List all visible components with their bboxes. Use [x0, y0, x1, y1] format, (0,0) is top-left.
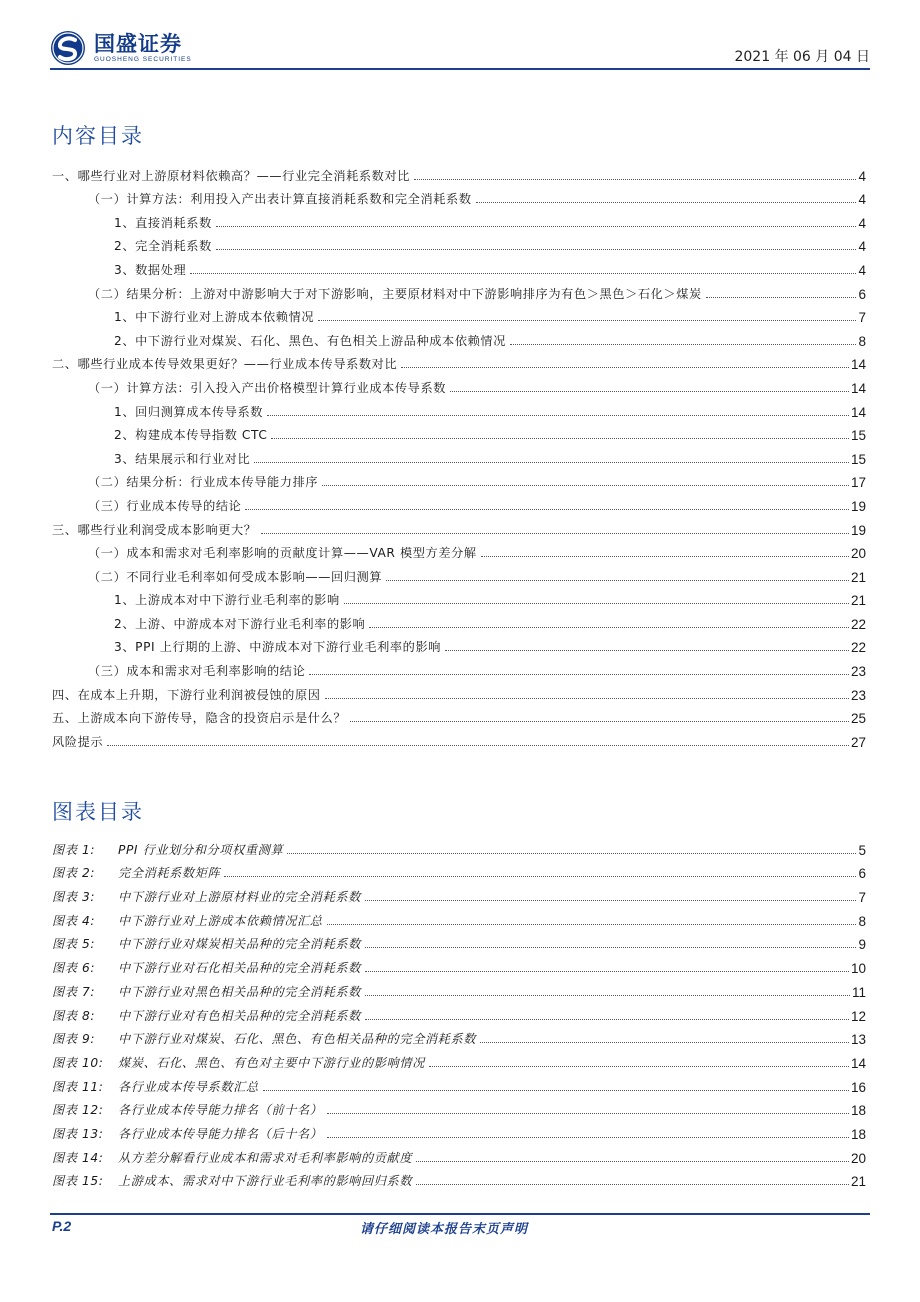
dot-leader	[416, 1161, 849, 1162]
toc-entry[interactable]	[52, 207, 866, 231]
dot-leader	[416, 1184, 849, 1185]
dot-leader	[271, 438, 849, 439]
dot-leader	[365, 947, 857, 948]
toc-entry-page: 17	[850, 475, 866, 491]
figure-entry-label: 图表 2:	[52, 866, 96, 881]
figure-entry-label: 图表 5:	[52, 937, 96, 952]
dot-leader	[450, 391, 849, 392]
dot-leader	[190, 273, 856, 274]
figure-entry-page: 7	[858, 890, 866, 906]
figure-entry[interactable]	[52, 905, 866, 929]
toc-entry[interactable]	[52, 632, 866, 656]
figure-entry[interactable]	[52, 1095, 866, 1119]
dot-leader	[325, 698, 849, 699]
toc-entry-page: 19	[850, 498, 866, 514]
toc-entry-text: 2、构建成本传导指数 CTC	[114, 428, 268, 443]
dot-leader	[107, 745, 849, 746]
dot-leader	[401, 367, 849, 368]
dot-leader	[261, 533, 849, 534]
toc-entry[interactable]	[52, 231, 866, 255]
toc-entry-page: 25	[850, 711, 866, 727]
toc-entry-page: 27	[850, 734, 866, 750]
toc-entry-text: 1、中下游行业对上游成本依赖情况	[114, 310, 315, 325]
toc-entry-page: 22	[850, 616, 866, 632]
dot-leader	[287, 853, 856, 854]
dot-leader	[267, 415, 849, 416]
dot-leader	[254, 462, 849, 463]
toc-entry-text: 2、完全消耗系数	[114, 239, 212, 254]
figure-entry-page: 14	[850, 1055, 866, 1071]
figure-entry-label: 图表 10:	[52, 1055, 104, 1070]
dot-leader	[344, 603, 849, 604]
toc-entry-text: 五、上游成本向下游传导，隐含的投资启示是什么？	[52, 711, 347, 726]
figure-entry-page: 5	[858, 842, 866, 858]
toc-entry-text: 四、在成本上升期，下游行业利润被侵蚀的原因	[52, 687, 321, 702]
dot-leader	[365, 971, 849, 972]
toc-entry-text: 1、回归测算成本传导系数	[114, 404, 264, 419]
toc-entry-text: （三）成本和需求对毛利率影响的结论	[88, 664, 306, 679]
figure-entry[interactable]	[52, 1118, 866, 1142]
dot-leader	[480, 1042, 849, 1043]
toc-entry-page: 23	[850, 687, 866, 703]
toc-entry[interactable]	[52, 538, 866, 562]
figure-entry-text: 中下游行业对黑色相关品种的完全消耗系数	[118, 984, 361, 999]
toc-entry-text: （一）计算方法：利用投入产出表计算直接消耗系数和完全消耗系数	[88, 192, 472, 207]
toc-entry[interactable]	[52, 302, 866, 326]
figure-entry-page: 16	[850, 1079, 866, 1095]
toc-list	[52, 160, 866, 750]
figure-entry[interactable]	[52, 976, 866, 1000]
figure-entry-label: 图表 15:	[52, 1174, 104, 1189]
toc-entry-page: 14	[850, 404, 866, 420]
toc-entry[interactable]	[52, 703, 866, 727]
dot-leader	[318, 320, 856, 321]
toc-entry-page: 4	[858, 239, 866, 255]
toc-entry-text: 1、上游成本对中下游行业毛利率的影响	[114, 593, 340, 608]
figure-entry-label: 图表 7:	[52, 984, 96, 999]
figure-entry[interactable]	[52, 952, 866, 976]
toc-entry[interactable]	[52, 467, 866, 491]
figure-entry-text: 各行业成本传导能力排名（前十名）	[118, 1103, 323, 1118]
toc-entry-text: 风险提示	[52, 734, 104, 749]
figure-entry-text: 上游成本、需求对中下游行业毛利率的影响回归系数	[118, 1174, 413, 1189]
toc-entry-text: 3、PPI 上行期的上游、中游成本对下游行业毛利率的影响	[114, 640, 442, 655]
figures-list	[52, 834, 866, 1189]
toc-entry-text: （三）行业成本传导的结论	[88, 498, 242, 513]
toc-entry-page: 15	[850, 428, 866, 444]
toc-entry[interactable]	[52, 254, 866, 278]
toc-entry-text: （二）结果分析：上游对中游影响大于对下游影响，主要原材料对中下游影响排序为有色＞黑色＞石化＞煤炭	[88, 286, 702, 301]
figure-entry-text: 各行业成本传导能力排名（后十名）	[118, 1126, 323, 1141]
dot-leader	[365, 995, 850, 996]
figure-entry-text: 中下游行业对上游成本依赖情况汇总	[118, 913, 323, 928]
figure-entry-text: 各行业成本传导系数汇总	[118, 1079, 259, 1094]
toc-entry-page: 8	[858, 333, 866, 349]
figure-entry-text: 完全消耗系数矩阵	[118, 866, 221, 881]
toc-entry[interactable]	[52, 679, 866, 703]
toc-entry-text: 一、哪些行业对上游原材料依赖高？——行业完全消耗系数对比	[52, 168, 411, 183]
dot-leader	[386, 580, 849, 581]
toc-entry-page: 4	[858, 192, 866, 208]
dot-leader	[322, 485, 849, 486]
figure-entry-text: 中下游行业对煤炭相关品种的完全消耗系数	[118, 937, 361, 952]
toc-entry-text: （二）结果分析：行业成本传导能力排序	[88, 475, 319, 490]
toc-entry[interactable]	[52, 325, 866, 349]
figure-entry-label: 图表 8:	[52, 1008, 96, 1023]
figure-entry[interactable]	[52, 1071, 866, 1095]
figure-entry-text: 煤炭、石化、黑色、有色对主要中下游行业的影响情况	[118, 1055, 425, 1070]
figure-entry[interactable]	[52, 881, 866, 905]
figures-title: 图表目录	[52, 800, 144, 824]
toc-entry-page: 23	[850, 664, 866, 680]
dot-leader	[445, 650, 849, 651]
toc-entry[interactable]	[52, 561, 866, 585]
toc-entry[interactable]	[52, 655, 866, 679]
page-number: P.2	[52, 1218, 72, 1234]
figure-entry-label: 图表 1:	[52, 842, 96, 857]
toc-entry[interactable]	[52, 278, 866, 302]
toc-entry[interactable]	[52, 184, 866, 208]
dot-leader	[216, 249, 857, 250]
dot-leader	[706, 297, 857, 298]
toc-entry-page: 21	[850, 569, 866, 585]
page-header	[50, 24, 870, 70]
toc-entry[interactable]	[52, 585, 866, 609]
figure-entry[interactable]	[52, 1024, 866, 1048]
toc-entry-page: 19	[850, 522, 866, 538]
figure-entry-text: 中下游行业对上游原材料业的完全消耗系数	[118, 890, 361, 905]
dot-leader	[481, 556, 849, 557]
toc-entry-page: 14	[850, 357, 866, 373]
dot-leader	[369, 627, 849, 628]
dot-leader	[510, 344, 857, 345]
figure-entry-text: 从方差分解看行业成本和需求对毛利率影响的贡献度	[118, 1150, 413, 1165]
toc-entry[interactable]	[52, 490, 866, 514]
figure-entry[interactable]	[52, 858, 866, 882]
figure-entry[interactable]	[52, 1142, 866, 1166]
toc-entry[interactable]	[52, 443, 866, 467]
figure-entry[interactable]	[52, 1047, 866, 1071]
figure-entry-text: PPI 行业划分和分项权重测算	[118, 842, 284, 857]
header-divider	[50, 68, 870, 70]
dot-leader	[414, 179, 856, 180]
toc-entry-page: 22	[850, 640, 866, 656]
toc-entry[interactable]	[52, 608, 866, 632]
toc-entry[interactable]	[52, 726, 866, 750]
figure-entry-page: 11	[851, 984, 866, 1000]
toc-entry[interactable]	[52, 420, 866, 444]
dot-leader	[224, 876, 856, 877]
dot-leader	[350, 721, 849, 722]
toc-entry-text: 2、上游、中游成本对下游行业毛利率的影响	[114, 616, 366, 631]
report-date: 2021 年 06 月 04 日	[734, 49, 870, 65]
dot-leader	[216, 226, 857, 227]
toc-entry-text: 三、哪些行业利润受成本影响更大？	[52, 522, 257, 537]
toc-entry-page: 15	[850, 451, 866, 467]
figure-entry-text: 中下游行业对煤炭、石化、黑色、有色相关品种的完全消耗系数	[118, 1032, 477, 1047]
figure-entry-label: 图表 6:	[52, 961, 96, 976]
figure-entry[interactable]	[52, 929, 866, 953]
toc-entry-page: 4	[858, 168, 866, 184]
figure-entry[interactable]	[52, 1000, 866, 1024]
toc-entry[interactable]	[52, 514, 866, 538]
toc-entry-page: 4	[858, 215, 866, 231]
figure-entry-page: 8	[858, 913, 866, 929]
toc-entry-text: （一）计算方法：引入投入产出价格模型计算行业成本传导系数	[88, 380, 447, 395]
dot-leader	[245, 509, 849, 510]
toc-entry-text: （一）成本和需求对毛利率影响的贡献度计算——VAR 模型方差分解	[88, 546, 477, 561]
figure-entry-label: 图表 12:	[52, 1103, 104, 1118]
toc-entry-text: 二、哪些行业成本传导效果更好？——行业成本传导系数对比	[52, 357, 398, 372]
toc-title: 内容目录	[52, 124, 144, 148]
dot-leader	[263, 1090, 849, 1091]
dot-leader	[365, 900, 857, 901]
figure-entry-label: 图表 11:	[52, 1079, 104, 1094]
dot-leader	[476, 202, 857, 203]
figure-entry-label: 图表 14:	[52, 1150, 104, 1165]
figure-entry-page: 10	[850, 961, 866, 977]
figure-entry-page: 13	[850, 1032, 866, 1048]
toc-entry-page: 6	[858, 286, 866, 302]
figure-entry-page: 6	[858, 866, 866, 882]
figure-entry-label: 图表 9:	[52, 1032, 96, 1047]
toc-entry-text: 1、直接消耗系数	[114, 215, 212, 230]
dot-leader	[327, 1113, 849, 1114]
figure-entry-page: 20	[850, 1150, 866, 1166]
figure-entry-label: 图表 3:	[52, 890, 96, 905]
toc-entry-page: 7	[858, 310, 866, 326]
dot-leader	[309, 674, 849, 675]
toc-entry[interactable]	[52, 396, 866, 420]
dot-leader	[327, 924, 857, 925]
toc-entry-page: 20	[850, 546, 866, 562]
guosheng-logo-icon	[50, 30, 86, 66]
figure-entry[interactable]	[52, 834, 866, 858]
figure-entry-text: 中下游行业对有色相关品种的完全消耗系数	[118, 1008, 361, 1023]
dot-leader	[365, 1019, 849, 1020]
company-logo	[50, 28, 192, 68]
figure-entry-page: 21	[850, 1174, 866, 1190]
figure-entry-label: 图表 4:	[52, 913, 96, 928]
toc-entry[interactable]	[52, 349, 866, 373]
footer-divider	[50, 1213, 870, 1215]
toc-entry-page: 4	[858, 262, 866, 278]
figure-entry[interactable]	[52, 1166, 866, 1190]
toc-entry[interactable]	[52, 160, 866, 184]
logo-name-cn: 国盛证券	[94, 31, 182, 56]
figure-entry-page: 18	[850, 1126, 866, 1142]
figure-entry-page: 12	[850, 1008, 866, 1024]
toc-entry-text: 3、结果展示和行业对比	[114, 451, 251, 466]
footer-disclaimer: 请仔细阅读本报告末页声明	[360, 1222, 529, 1237]
toc-entry-page: 21	[850, 593, 866, 609]
figure-entry-text: 中下游行业对石化相关品种的完全消耗系数	[118, 961, 361, 976]
toc-entry-page: 14	[850, 380, 866, 396]
figure-entry-page: 18	[850, 1103, 866, 1119]
toc-entry-text: （二）不同行业毛利率如何受成本影响——回归测算	[88, 569, 383, 584]
toc-entry-text: 2、中下游行业对煤炭、石化、黑色、有色相关上游品种成本依赖情况	[114, 333, 506, 348]
toc-entry[interactable]	[52, 372, 866, 396]
figure-entry-page: 9	[858, 937, 866, 953]
logo-name-en: GUOSHENG SECURITIES	[94, 55, 192, 63]
toc-entry-text: 3、数据处理	[114, 262, 187, 277]
dot-leader	[327, 1137, 849, 1138]
dot-leader	[429, 1066, 849, 1067]
figure-entry-label: 图表 13:	[52, 1126, 104, 1141]
